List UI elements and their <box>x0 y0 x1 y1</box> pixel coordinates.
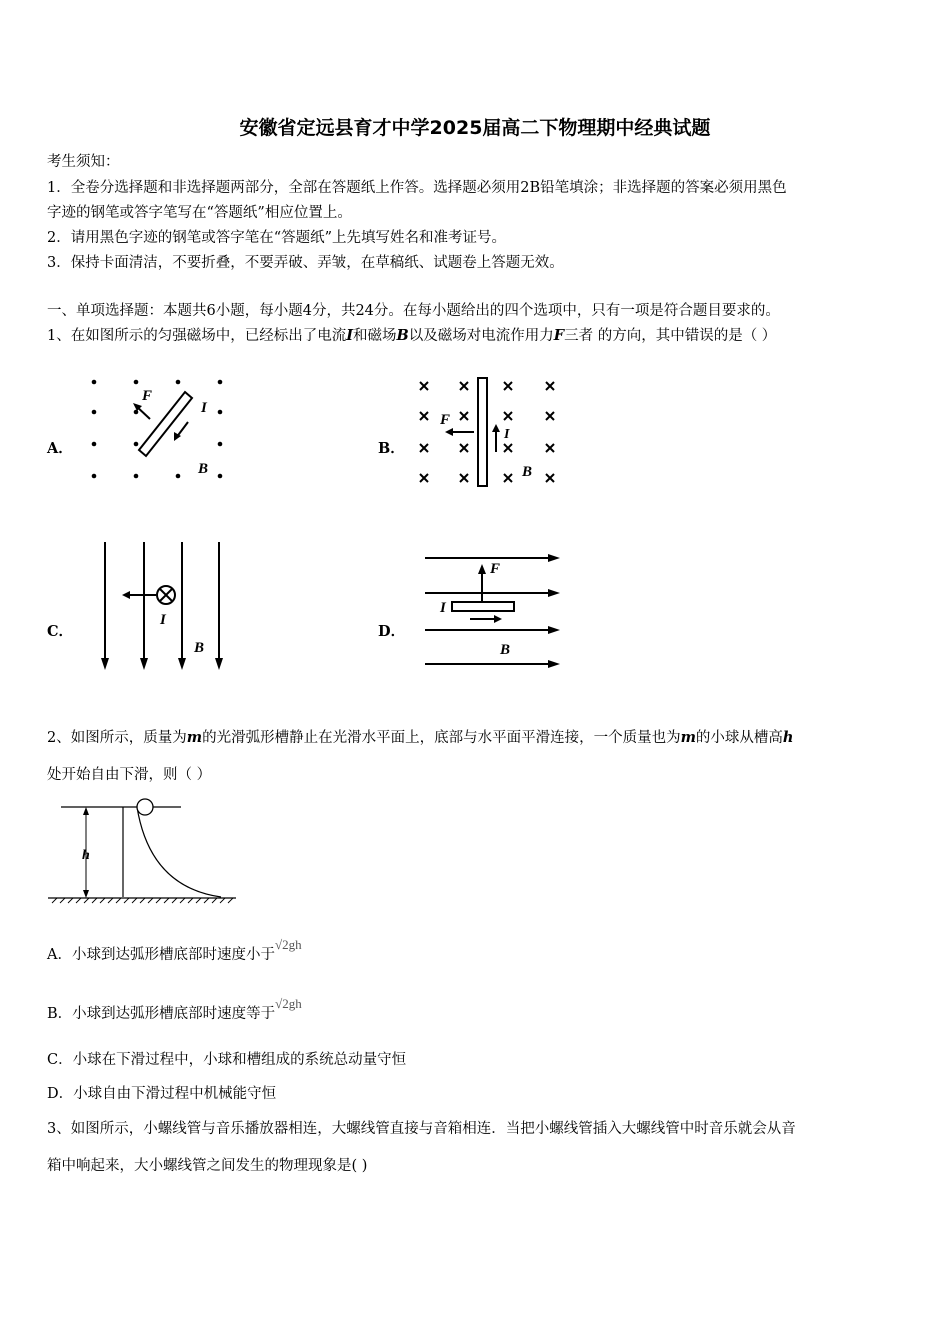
option-d: D．小球自由下滑过程中机械能守恒 <box>47 1086 277 1102</box>
notice-item: 3．保持卡面清洁，不要折叠，不要弄破、弄皱，在草稿纸、试题卷上答题无效。 <box>47 255 564 271</box>
figure-d <box>420 548 565 673</box>
field-label: B <box>500 642 511 658</box>
option-d-label: D． <box>378 623 406 640</box>
field-label: B <box>194 640 205 656</box>
current-label: I <box>440 600 446 616</box>
question-3-stem: 3、如图所示，小螺线管与音乐播放器相连，大螺线管直接与音箱相连．当把小螺线管插入大螺线管中时音乐就会从音 <box>47 1121 796 1137</box>
notice-item: 字迹的钢笔或答字笔写在“答题纸”相应位置上。 <box>47 205 352 221</box>
figure-a <box>80 372 240 507</box>
field-label: B <box>522 464 533 480</box>
question-2-stem: 2、如图所示，质量为m的光滑弧形槽静止在光滑水平面上，底部与水平面平滑连接，一个质量也为m的小球从槽高h <box>47 729 794 746</box>
page-title: 安徽省定远县育才中学2025届高二下物理期中经典试题 <box>239 117 711 139</box>
current-label: I <box>201 400 207 416</box>
option-a-label: A． <box>47 440 73 457</box>
notice-heading: 考生须知： <box>47 154 120 170</box>
option-b: B．小球到达弧形槽底部时速度等于√2gh <box>47 996 302 1022</box>
option-c-label: C． <box>47 623 74 640</box>
option-a: A．小球到达弧形槽底部时速度小于√2gh <box>47 937 302 963</box>
height-label: h <box>82 848 90 863</box>
question-2-stem-cont: 处开始自由下滑，则（ ） <box>47 767 212 783</box>
force-label: F <box>142 388 153 404</box>
force-label: F <box>440 412 451 428</box>
figure-c <box>92 540 232 690</box>
figure-q2 <box>46 795 246 910</box>
question-1-stem: 1、在如图所示的匀强磁场中，已经标出了电流I和磁场B以及磁场对电流作用力F三者 的方向，其中错误的是（ ） <box>47 327 777 344</box>
notice-item: 1．全卷分选择题和非选择题两部分，全部在答题纸上作答。选择题必须用2B铅笔填涂；非选择题的答案必须用黑色 <box>47 180 787 196</box>
current-label: I <box>160 612 166 628</box>
option-c: C．小球在下滑过程中，小球和槽组成的系统总动量守恒 <box>47 1052 407 1068</box>
force-label: F <box>490 561 501 577</box>
figure-b <box>412 372 572 497</box>
current-label: I <box>504 427 510 442</box>
option-b-label: B． <box>378 440 405 457</box>
question-3-stem-cont: 箱中响起来，大小螺线管之间发生的物理现象是( ) <box>47 1158 368 1174</box>
notice-item: 2．请用黑色字迹的钢笔或答字笔在“答题纸”上先填写姓名和准考证号。 <box>47 230 507 246</box>
field-label: B <box>198 461 209 477</box>
section-heading: 一、单项选择题：本题共6小题，每小题4分，共24分。在每小题给出的四个选项中，只有一项是符合题目要求的。 <box>47 303 780 319</box>
